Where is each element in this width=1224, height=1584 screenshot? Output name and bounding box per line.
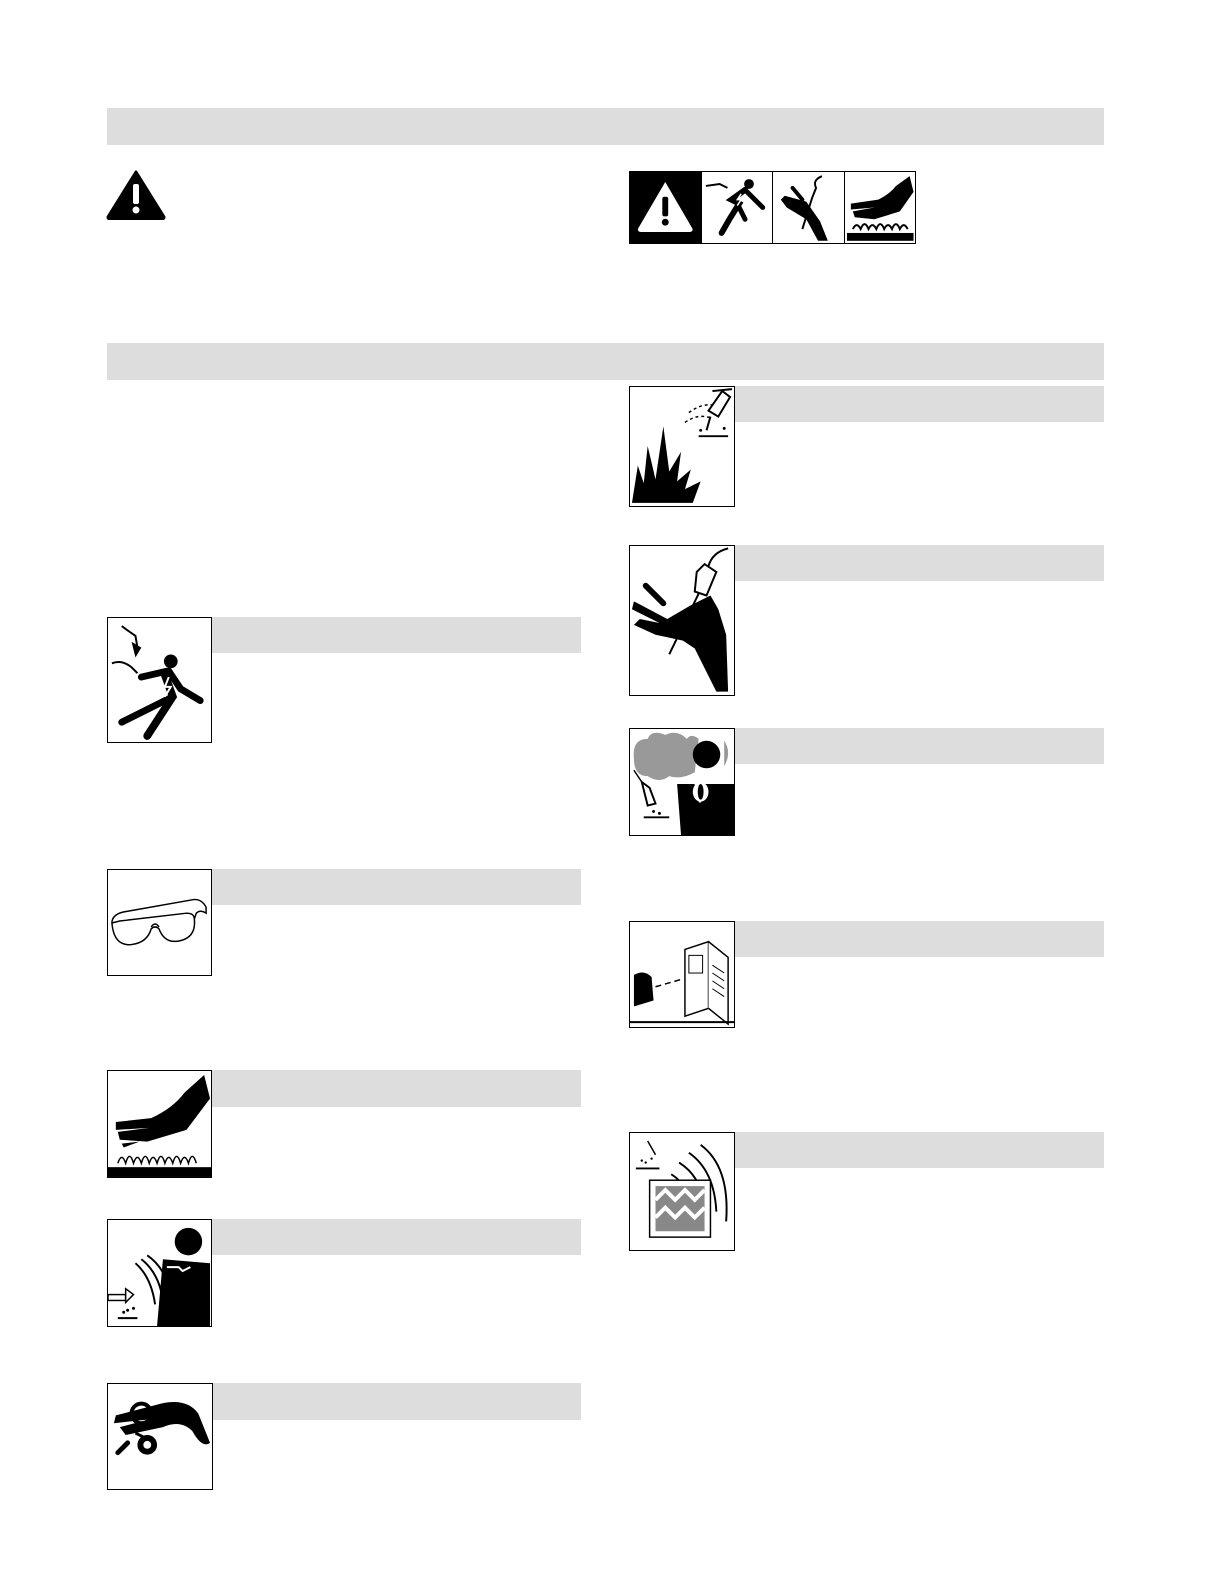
explosion-sparks-icon	[629, 386, 735, 507]
section-header-symbol-usage	[107, 108, 1104, 145]
wire-through-hand-icon	[629, 545, 735, 696]
hazard-header-fire-explosion	[735, 386, 1104, 422]
hot-surface-hand-icon	[845, 172, 916, 243]
burning-wire-hand-icon	[773, 172, 845, 243]
section-header-arc-welding-hazards	[107, 343, 1104, 380]
hazard-header-arc-rays	[212, 1219, 581, 1255]
hot-surface-hand-icon	[107, 1070, 212, 1178]
safety-glasses-icon	[107, 869, 212, 976]
electric-shock-icon	[107, 617, 212, 743]
hazard-header-read-instructions	[735, 921, 1104, 957]
hazard-header-fumes-gases	[735, 728, 1104, 764]
caution-triangle-icon	[106, 170, 166, 220]
electric-shock-icon	[702, 172, 774, 243]
read-manual-icon	[629, 921, 735, 1028]
hazard-header-electric-shock	[212, 617, 581, 653]
caution-triangle-icon	[630, 172, 702, 243]
hazard-header-eye-protection	[212, 869, 581, 905]
drive-rolls-hand-icon	[107, 1383, 213, 1490]
hazard-symbol-strip	[629, 171, 916, 244]
hazard-header-moving-parts	[213, 1383, 581, 1420]
arc-rays-person-icon	[107, 1219, 212, 1327]
hazard-header-emf	[735, 1132, 1104, 1168]
fumes-breathing-icon	[629, 728, 735, 836]
hazard-header-welding-wire	[735, 545, 1104, 581]
emf-pacemaker-icon	[629, 1132, 735, 1251]
hazard-header-hot-parts	[212, 1070, 581, 1107]
